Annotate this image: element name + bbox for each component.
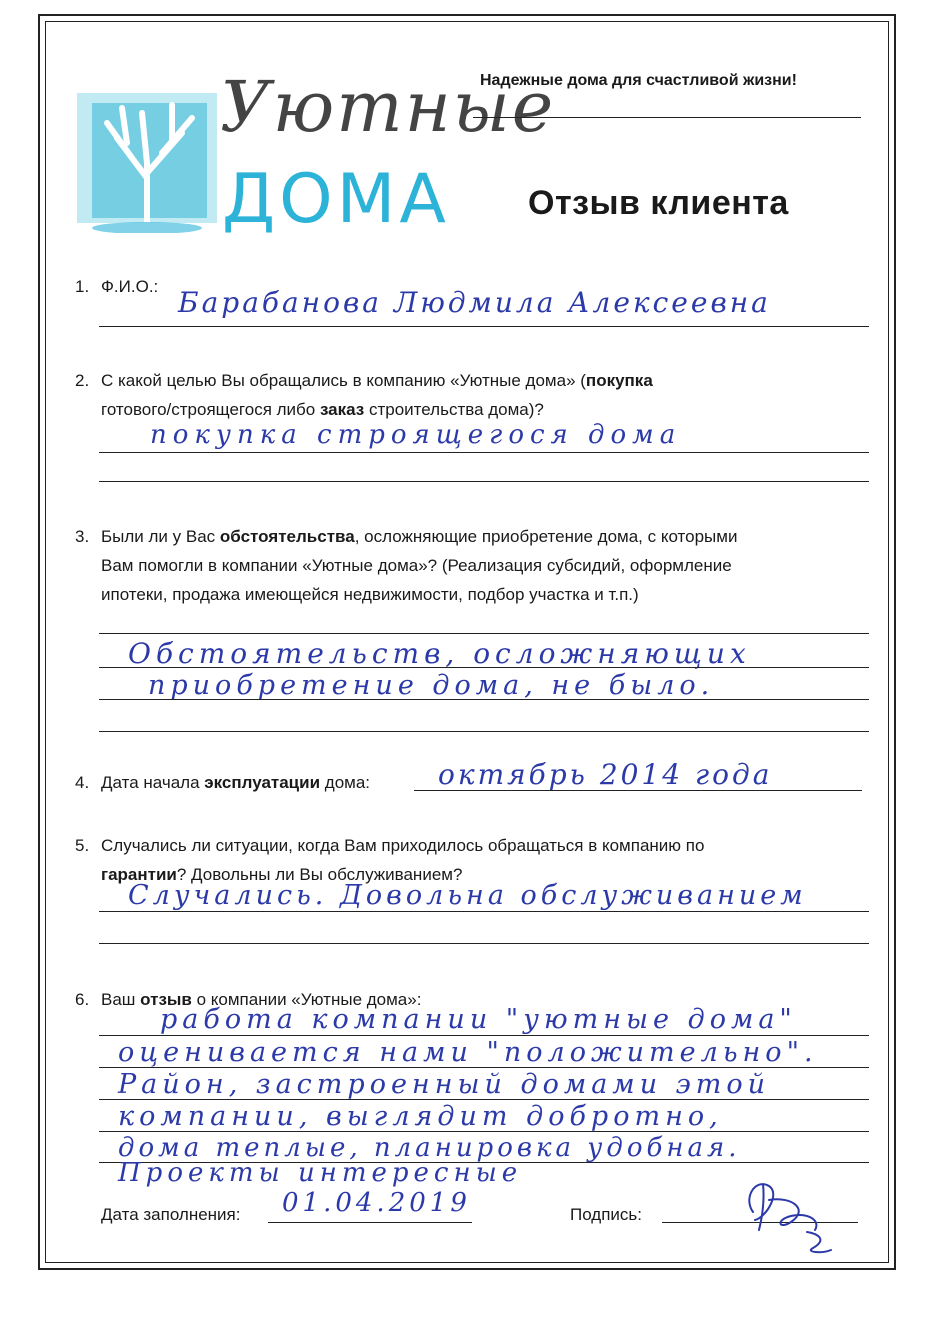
q3-text-3: ипотеки, продажа имеющейся недвижимости, подбор участка и т.п.) (101, 585, 639, 604)
q5-answer-line-2 (99, 943, 869, 944)
q4-answer-line (414, 790, 862, 791)
q4-text: Дата начала эксплуатации дома: (101, 773, 371, 792)
q6-answer-2: оценивается нами "положительно". (118, 1037, 818, 1068)
q3-answer-line-2 (99, 667, 869, 668)
q3-answer-line-1 (99, 633, 869, 634)
q5-text-1: Случались ли ситуации, когда Вам приходилось обращаться в компанию по (101, 836, 705, 855)
signature-mark (735, 1170, 845, 1260)
date-label: Дата заполнения: (101, 1205, 241, 1224)
q1-answer: Барабанова Людмила Алексеевна (178, 286, 771, 319)
logo-word-2: ДОМА (222, 160, 450, 239)
q3-text-1: Были ли у Вас обстоятельства, осложняющие приобретение дома, с которыми (101, 527, 738, 546)
q1-label: Ф.И.О.: (101, 277, 159, 296)
q2-answer-line-2 (99, 481, 869, 482)
q6-answer-line-3 (99, 1099, 869, 1100)
q4-answer: октябрь 2014 года (438, 758, 773, 791)
q6-answer-4: компании, выглядит добротно, (118, 1101, 723, 1132)
q3-answer-2: приобретение дома, не было. (148, 670, 715, 701)
slogan: Надежные дома для счастливой жизни! (480, 72, 797, 89)
tree-logo-icon (72, 83, 222, 233)
date-value: 01.04.2019 (282, 1188, 471, 1218)
q6-text: Ваш отзыв о компании «Уютные дома»: (101, 990, 422, 1009)
slogan-underline (473, 117, 861, 118)
date-line (268, 1222, 472, 1223)
q5-number: 5. (75, 836, 90, 855)
logo-word-1: Уютные (220, 66, 556, 148)
q6-answer-6: Проекты интересные (118, 1158, 523, 1188)
q3-number: 3. (75, 527, 90, 546)
q6-answer-line-2 (99, 1067, 869, 1068)
q1-answer-line (99, 326, 869, 327)
q3-text-2: Вам помогли в компании «Уютные дома»? (Реализация субсидий, оформление (101, 556, 732, 575)
q2-text-1: С какой целью Вы обращались в компанию «Уютные дома» (покупка (101, 371, 653, 390)
q2-answer-line-1 (99, 452, 869, 453)
q3-answer-line-4 (99, 731, 869, 732)
q6-answer-line-4 (99, 1131, 869, 1132)
q6-answer-3: Район, застроенный домами этой (118, 1069, 771, 1100)
q2-answer: покупка строящегося дома (150, 420, 682, 450)
page-title: Отзыв клиента (528, 184, 789, 222)
q6-answer-1: работа компании "уютные дома" (160, 1004, 797, 1035)
company-logo (72, 66, 556, 239)
q3-answer-1: Обстоятельств, осложняющих (128, 637, 751, 670)
signature-label: Подпись: (570, 1205, 643, 1224)
q2-number: 2. (75, 371, 90, 390)
q5-answer-line-1 (99, 911, 869, 912)
q6-answer-line-1 (99, 1035, 869, 1036)
q6-number: 6. (75, 990, 90, 1009)
q4-number: 4. (75, 773, 90, 792)
q5-text-2: гарантии? Довольны ли Вы обслуживанием? (101, 865, 463, 884)
q5-answer: Случались. Довольна обслуживанием (128, 880, 807, 911)
q6-answer-5: дома теплые, планировка удобная. (118, 1133, 741, 1163)
q3-answer-line-3 (99, 699, 869, 700)
q2-text-2: готового/строящегося либо заказ строительства дома)? (101, 400, 544, 419)
q1-number: 1. (75, 277, 90, 296)
